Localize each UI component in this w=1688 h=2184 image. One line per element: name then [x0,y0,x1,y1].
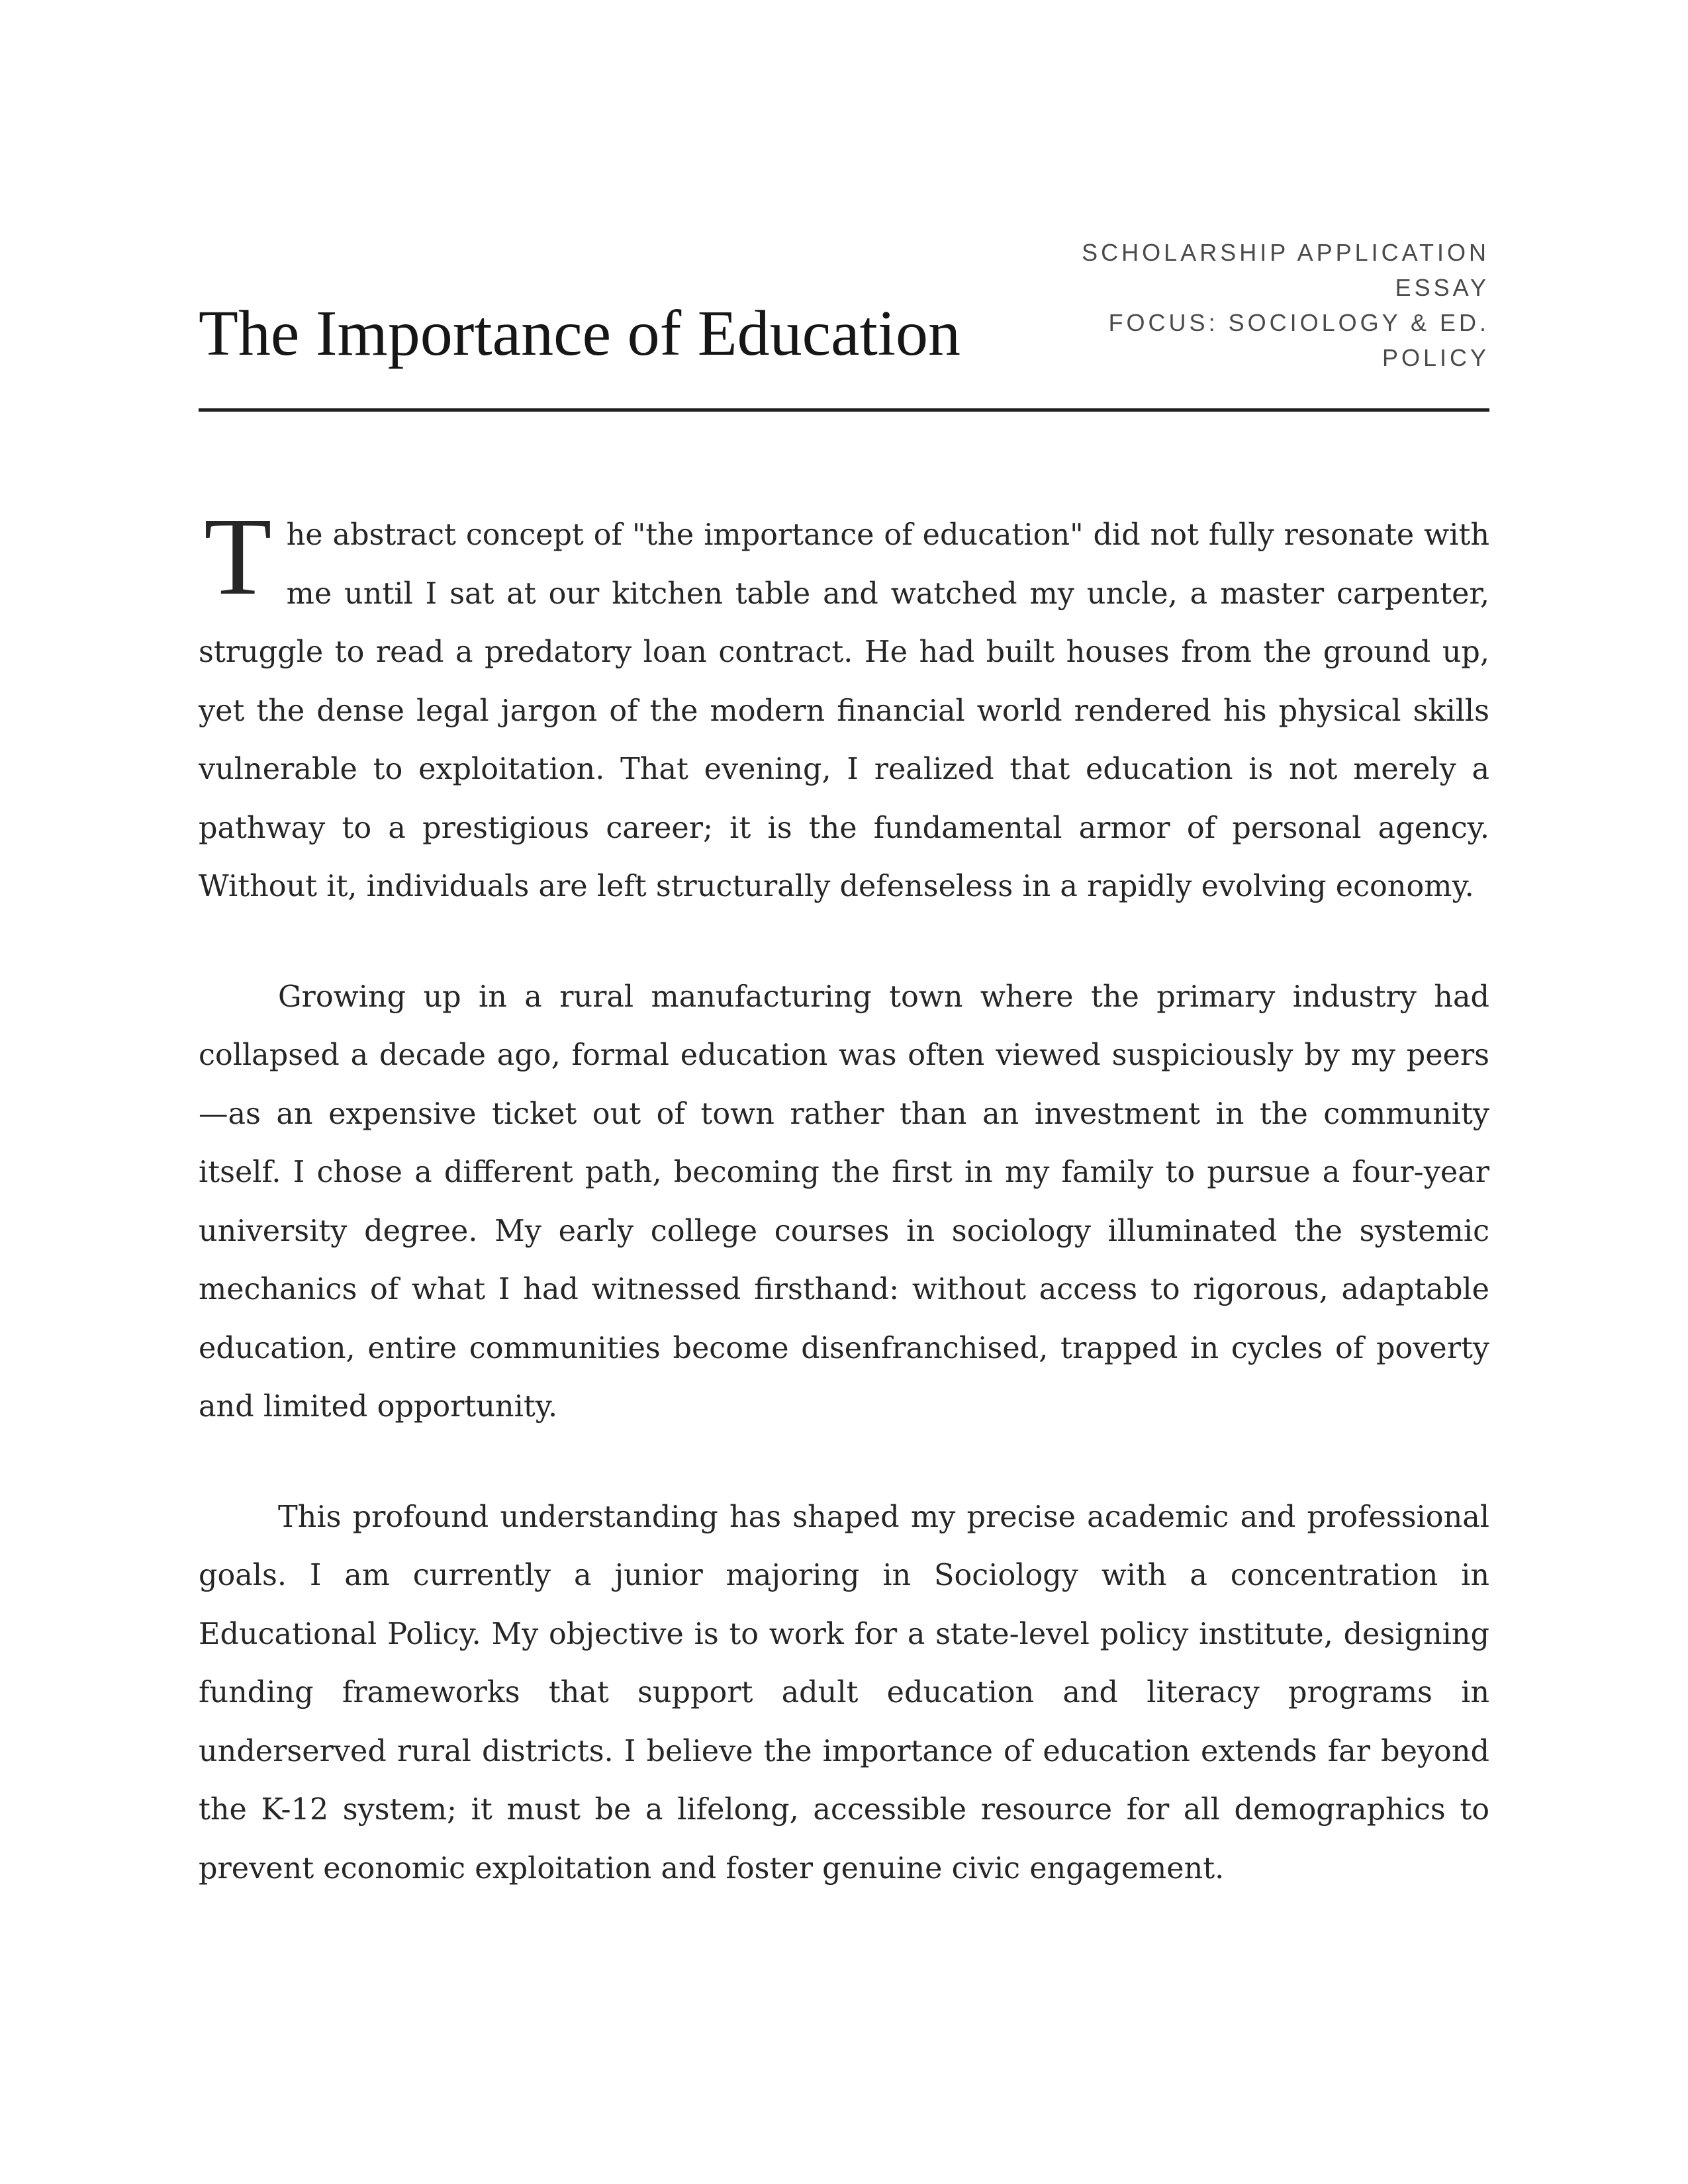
essay-meta [1053,235,1489,375]
essay-title: The Importance of Education [199,298,961,369]
essay-header [199,235,1489,412]
meta-line-focus: FOCUS: SOCIOLOGY & ED. POLICY [1108,309,1489,371]
paragraph-1-text: he abstract concept of "the importance of education" did not fully resonate with me until I sat at our kitchen table and watched my uncle, a master carpenter, struggle to read a predatory loan contract. He had built houses from the ground up, yet the dense legal jargon of the modern financial world rendered his physical skills vulnerable to exploitation. That evening, I realized that education is not merely a pathway to a prestigious career; it is the fundamental armor of personal agency. Without it, individuals are left structurally defenseless in a rapidly evolving economy. [199,518,1489,903]
paragraph-3: This profound understanding has shaped my precise academic and professional goals. I am currently a junior majoring in Sociology with a concentration in Educational Policy. My objective is to work for a state-level policy institute, designing funding frameworks that support adult education and literacy programs in underserved rural districts. I believe the importance of education extends far beyond the K-12 system; it must be a lifelong, accessible resource for all demographics to prevent economic exploitation and foster genuine civic engagement. [199,1500,1489,1886]
meta-line-application: SCHOLARSHIP APPLICATION ESSAY [1082,239,1489,301]
drop-cap: T [204,495,272,618]
essay-page [199,235,1489,1950]
paragraph-1 [199,495,1489,917]
paragraph-2: Growing up in a rural manufacturing town where the primary industry had collapsed a decade ago, formal education was often viewed suspiciously by my peers—as an expensive ticket out of town rather than an investment in the community itself. I chose a different path, becoming the first in my family to pursue a four-year university degree. My early college courses in sociology illuminated the systemic mechanics of what I had witnessed firsthand: without access to rigorous, adaptable education, entire communities become disenfranchised, trapped in cycles of poverty and limited opportunity. [199,979,1489,1424]
essay-body [199,495,1489,1898]
